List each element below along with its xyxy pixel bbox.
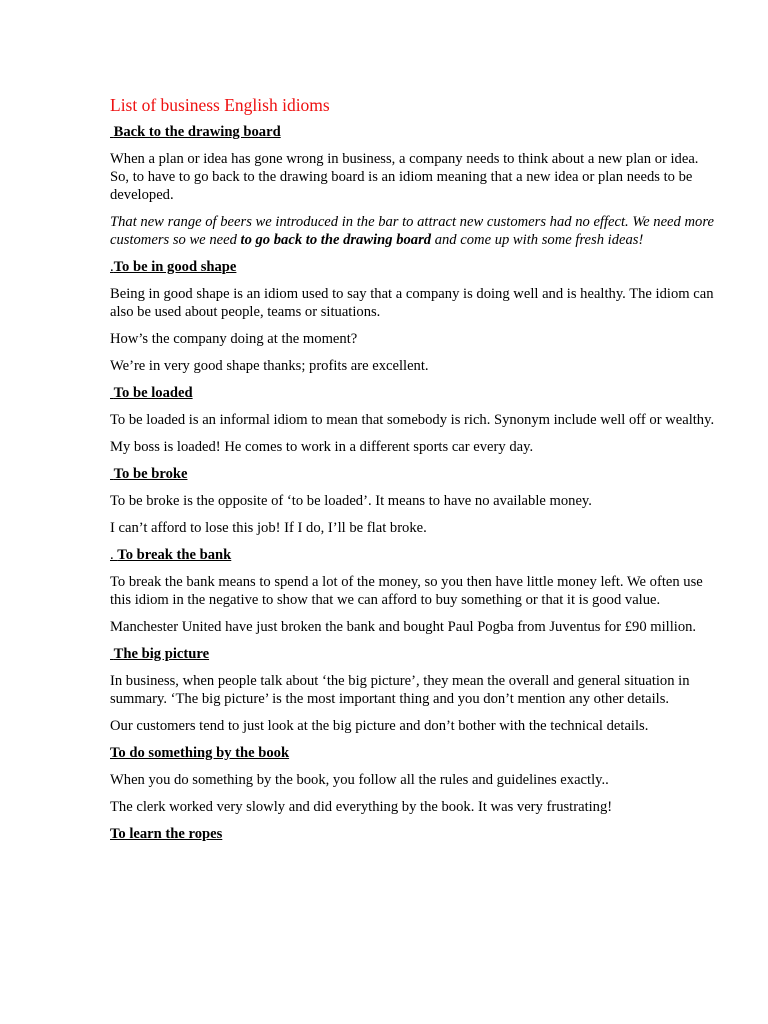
definition-paragraph: To be broke is the opposite of ‘to be loaded’. It means to have no available money. — [110, 493, 592, 509]
heading-text: To be broke — [113, 466, 188, 482]
idiom-heading — [110, 645, 716, 663]
document-page — [110, 94, 716, 852]
heading-text: The big picture — [113, 646, 210, 662]
definition-paragraph: In business, when people talk about ‘the big picture’, they mean the overall and general situation in summary. ‘The big picture’ is the most important thing and you don’t mention any other details. — [110, 673, 690, 707]
example-paragraph: Our customers tend to just look at the big picture and don’t bother with the technical details. — [110, 718, 649, 734]
idiom-section-learn-ropes — [110, 825, 716, 843]
idiom-section-good-shape — [110, 258, 716, 375]
heading-text: To do something by the book — [110, 745, 290, 761]
definition-paragraph: When a plan or idea has gone wrong in business, a company needs to think about a new plan or idea. So, to have to go back to the drawing board is an idiom meaning that a new idea or plan needs to be developed. — [110, 151, 699, 203]
idiom-section-loaded — [110, 384, 716, 456]
example-emphasis: to go back to the drawing board — [240, 232, 432, 248]
idiom-heading — [110, 258, 716, 276]
example-paragraph: I can’t afford to lose this job! If I do, I’ll be flat broke. — [110, 520, 427, 536]
definition-paragraph: To break the bank means to spend a lot of the money, so you then have little money left. We often use this idiom in the negative to show that we can afford to buy something or that it is good value. — [110, 574, 703, 608]
idiom-section-broke — [110, 465, 716, 537]
example-paragraph: My boss is loaded! He comes to work in a different sports car every day. — [110, 439, 534, 455]
example-sentence — [110, 213, 716, 249]
example-paragraph: The clerk worked very slowly and did everything by the book. It was very frustrating! — [110, 799, 613, 815]
example-paragraph: We’re in very good shape thanks; profits are excellent. — [110, 358, 429, 374]
heading-text: To learn the ropes — [110, 826, 223, 842]
idiom-section-drawing-board — [110, 123, 716, 249]
idiom-heading — [110, 825, 716, 843]
definition-paragraph: When you do something by the book, you follow all the rules and guidelines exactly.. — [110, 772, 609, 788]
idiom-section-break-bank — [110, 546, 716, 636]
idiom-heading — [110, 744, 716, 762]
idiom-heading — [110, 465, 716, 483]
heading-text: To break the bank — [117, 547, 232, 563]
heading-prefix: . — [110, 547, 118, 563]
heading-text: To be in good shape — [113, 259, 237, 275]
example-text: That new range of beers we introduced in the bar to attract new customers had no effect. We need more customers so we need — [110, 214, 714, 248]
example-paragraph: Manchester United have just broken the bank and bought Paul Pogba from Juventus for £90 million. — [110, 619, 697, 635]
idiom-heading — [110, 123, 716, 141]
heading-prefix: . — [110, 259, 114, 275]
page-title: List of business English idioms — [110, 95, 330, 115]
example-paragraph: How’s the company doing at the moment? — [110, 331, 358, 347]
idiom-heading — [110, 546, 716, 564]
idiom-heading — [110, 384, 716, 402]
example-text: and come up with some fresh ideas! — [431, 232, 644, 248]
idiom-section-by-the-book — [110, 744, 716, 816]
definition-paragraph: To be loaded is an informal idiom to mean that somebody is rich. Synonym include well off or wealthy. — [110, 412, 715, 428]
heading-text: To be loaded — [113, 385, 193, 401]
definition-paragraph: Being in good shape is an idiom used to say that a company is doing well and is healthy. The idiom can also be used about people, teams or situations. — [110, 286, 714, 320]
heading-text: Back to the drawing board — [113, 124, 281, 140]
idiom-section-big-picture — [110, 645, 716, 735]
